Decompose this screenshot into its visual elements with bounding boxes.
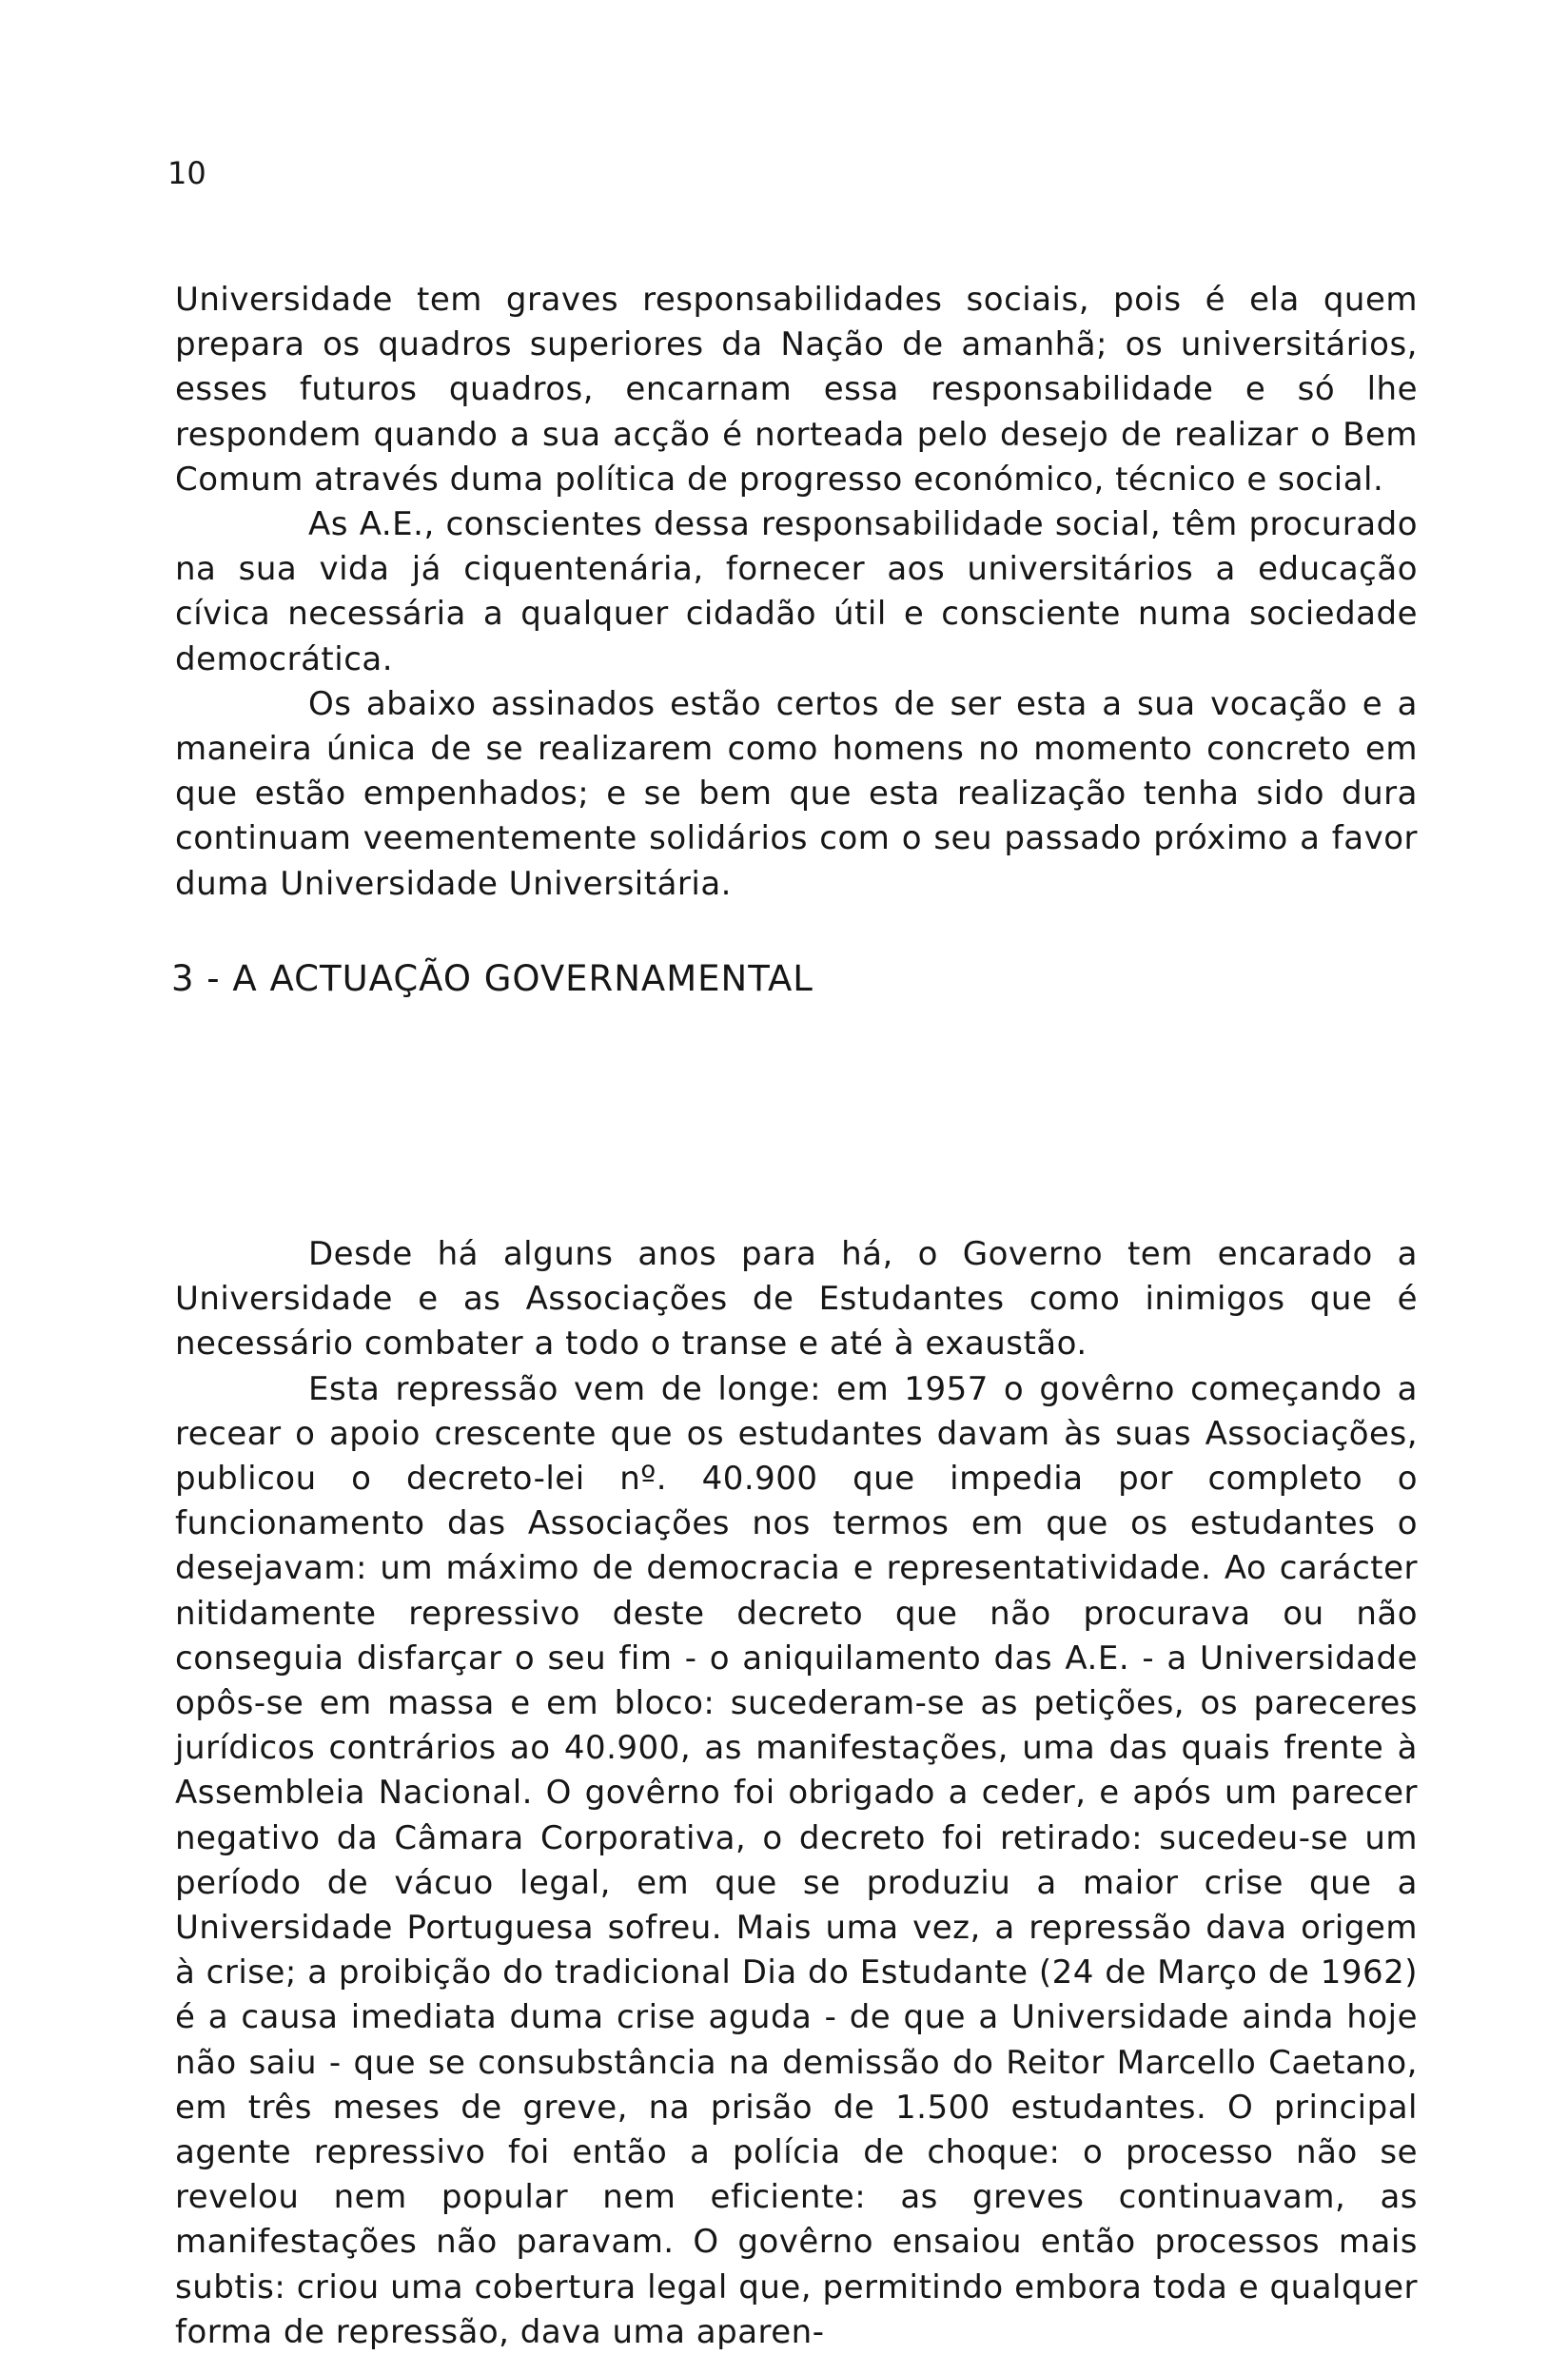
paragraph: Os abaixo assinados estão certos de ser esta a sua vocação e a maneira única de se realizarem como homens no momento concreto em que estão empenhados; e se bem que esta realização tenha sido dura continuam veementemente solidários com o seu passado próximo a favor duma Universidade Universitária.	[175, 684, 1418, 903]
body-text-continued	[175, 278, 1418, 907]
section-heading: 3 - A ACTUAÇÃO GOVERNAMENTAL	[171, 958, 813, 999]
page-number: 10	[167, 155, 206, 191]
paragraph: Desde há alguns anos para há, o Governo tem encarado a Universidade e as Associações de Estudantes como inimigos que é necessário combater a todo o transe e até à exaustão.	[175, 1235, 1418, 1364]
paragraph: Universidade tem graves responsabilidades sociais, pois é ela quem prepara os quadros superiores da Nação de amanhã; os universitários, esses futuros quadros, encarnam essa responsabilidade e só lhe respondem quando a sua acção é norteada pelo desejo de realizar o Bem Comum através duma política de progresso económico, técnico e social.	[175, 281, 1418, 499]
paragraph: Esta repressão vem de longe: em 1957 o govêrno começando a recear o apoio crescente que os estudantes davam às suas Associações, publicou o decreto-lei nº. 40.900 que impedia por completo o funcionamento das Associações nos termos em que os estudantes o desejavam: um máximo de democracia e representatividade. Ao carácter nitidamente repressivo deste decreto que não procurava ou não conseguia disfarçar o seu fim - o aniquilamento das A.E. - a Universidade opôs-se em massa e em bloco: sucederam-se as petições, os pareceres jurídicos contrários ao 40.900, as manifestações, uma das quais frente à Assembleia Nacional. O govêrno foi obrigado a ceder, e após um parecer negativo da Câmara Corporativa, o decreto foi retirado: sucedeu-se um período de vácuo legal, em que se produziu a maior crise que a Universidade Portuguesa sofreu. Mais uma vez, a repressão dava origem à crise; a proibição do tradicional Dia do Estudante (24 de Março de 1962) é a causa imediata duma crise aguda - de que a Universidade ainda hoje não saiu - que se consubstância na demissão do Reitor Marcello Caetano, em três meses de greve, na prisão de 1.500 estudantes. O principal agente repressivo foi então a polícia de choque: o processo não se revelou nem popular nem eficiente: as greves continuavam, as manifestações não paravam. O govêrno ensaiou então processos mais subtis: criou uma cobertura legal que, permitindo embora toda e qualquer forma de repressão, dava uma aparen-	[175, 1369, 1418, 2351]
paragraph: As A.E., conscientes dessa responsabilidade social, têm procurado na sua vida já ciquentenária, fornecer aos universitários a educação cívica necessária a qualquer cidadão útil e consciente numa sociedade democrática.	[175, 505, 1418, 678]
section-body	[175, 1232, 1418, 2355]
